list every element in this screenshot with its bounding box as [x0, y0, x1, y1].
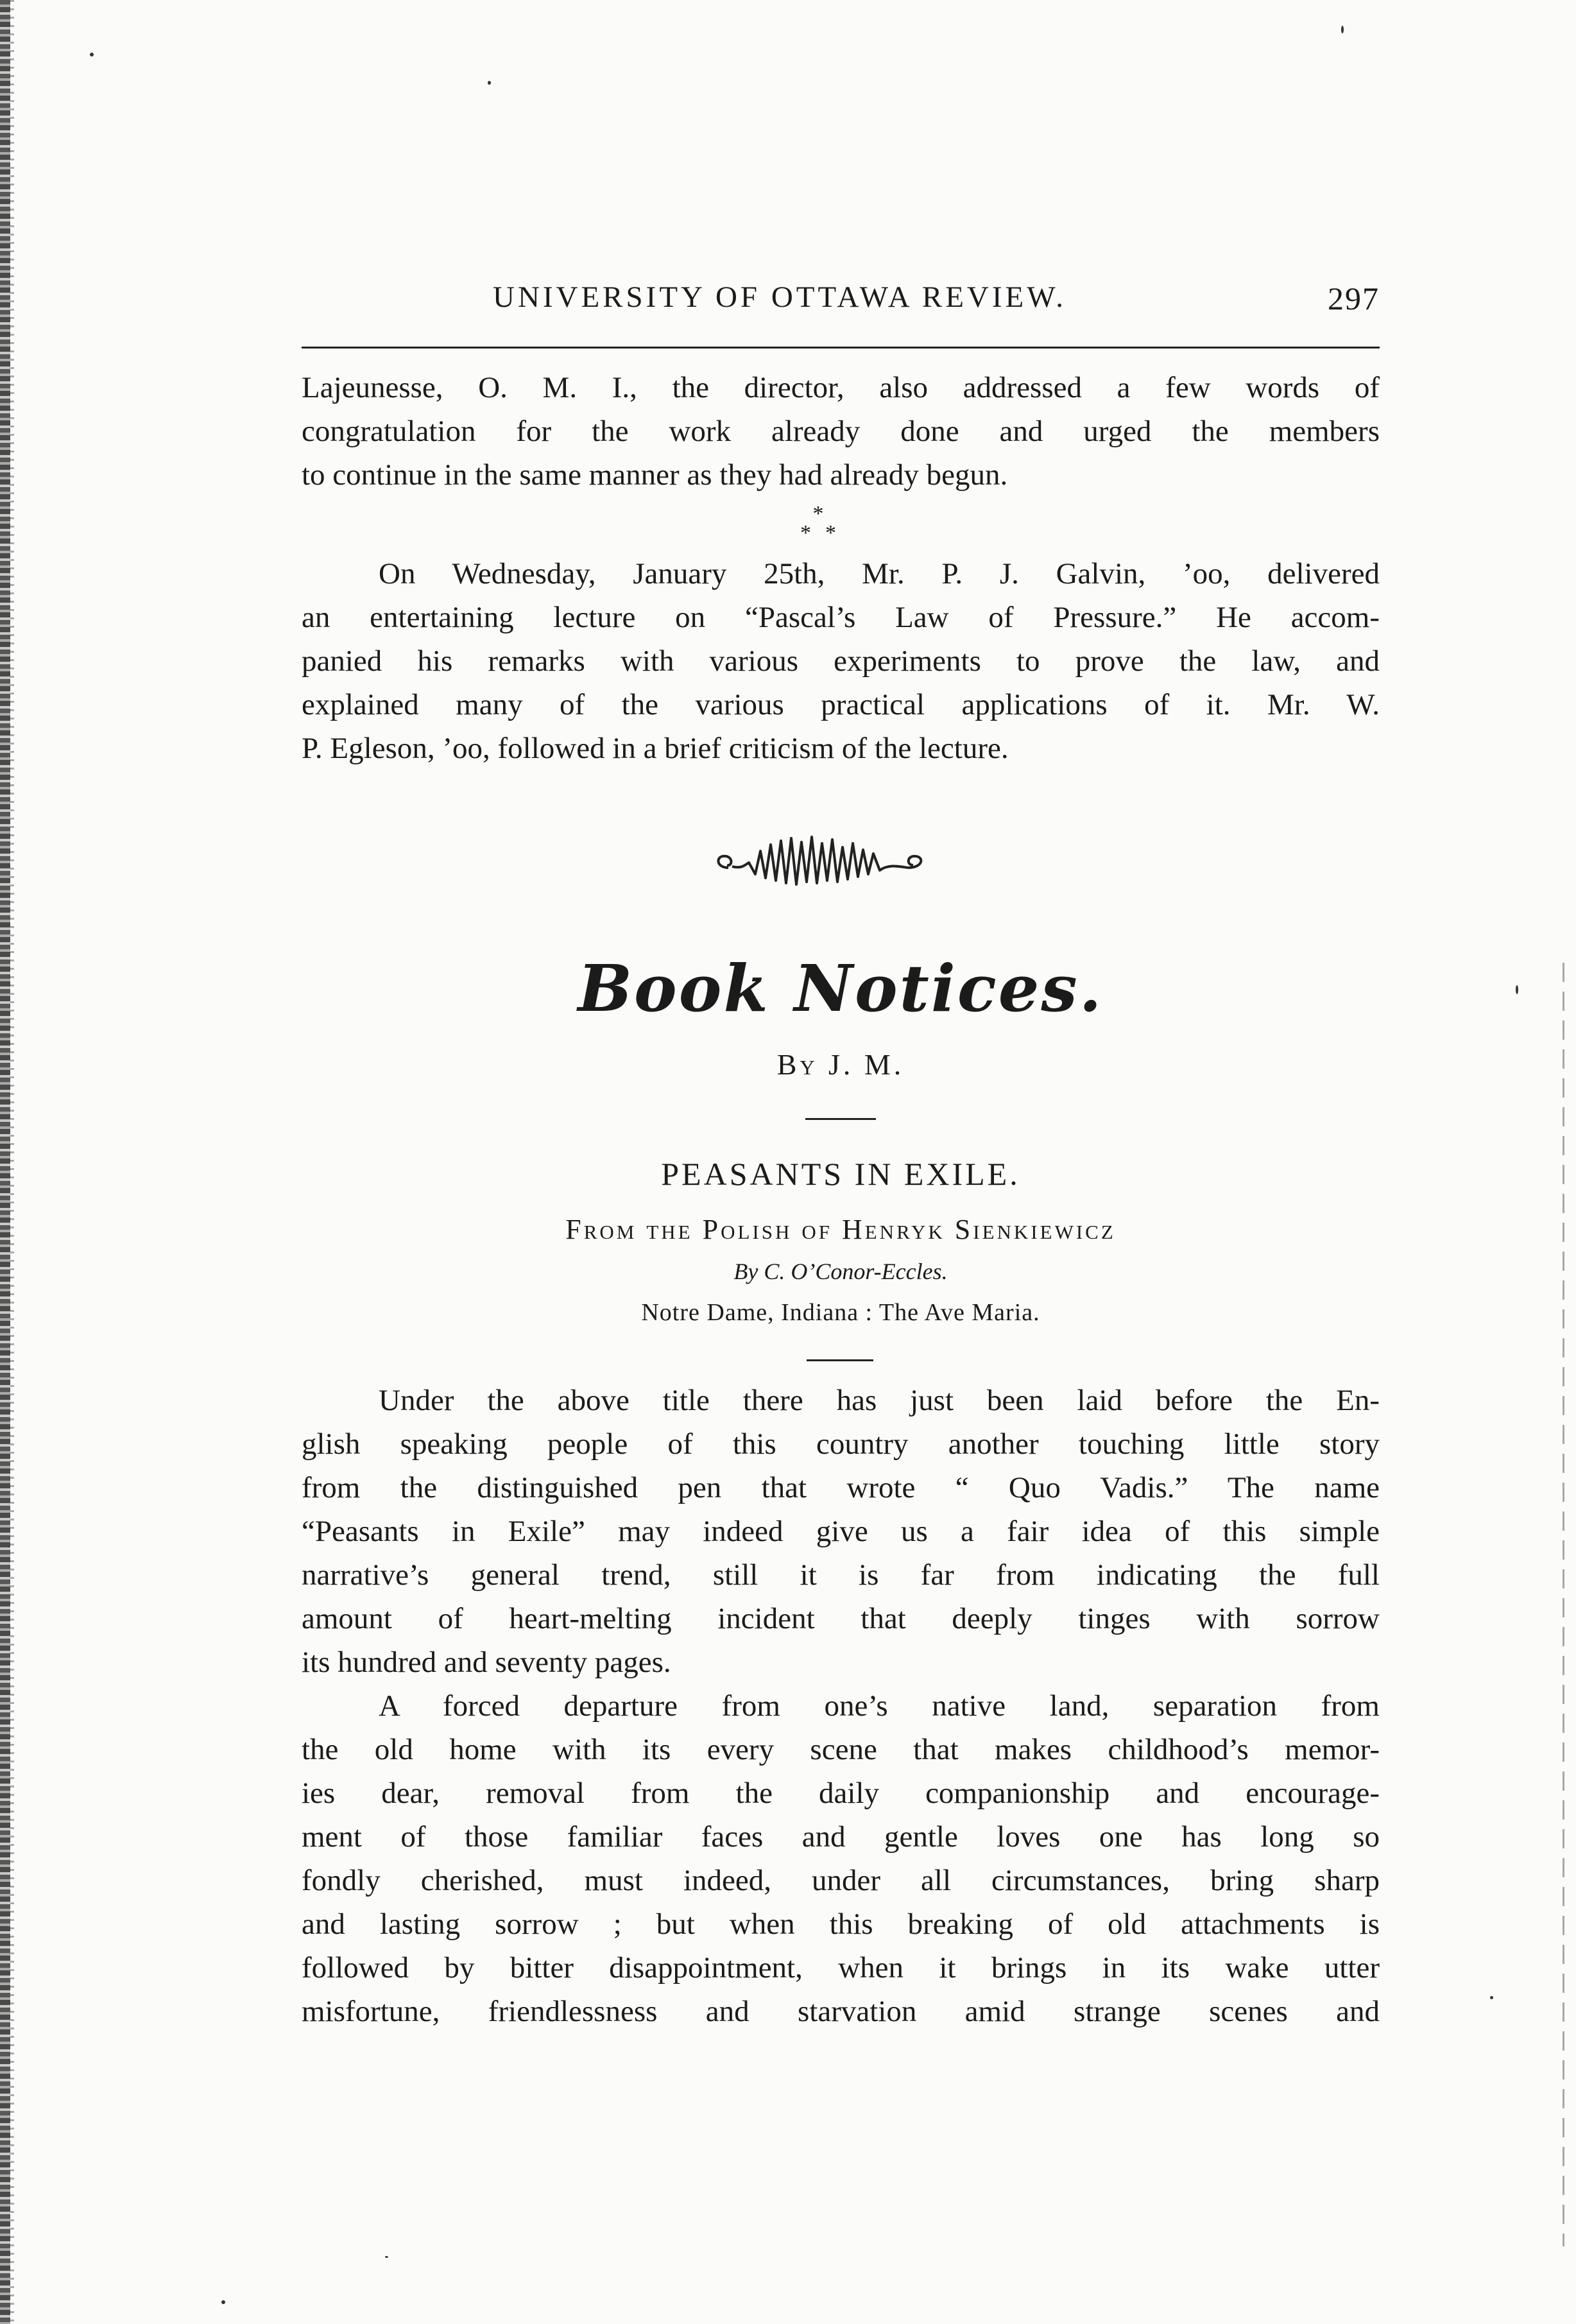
text-line: and lasting sorrow ; but when this breaking of old attachments is [302, 1907, 1380, 1941]
text-line: from the distinguished pen that wrote “ Quo Vadis.” The name [302, 1471, 1380, 1504]
author-byline: By J. M. [776, 1048, 905, 1081]
binding-edge-shadow [10, 0, 14, 2324]
page-number: 297 [1328, 280, 1380, 316]
text-line: the old home with its every scene that makes childhood’s memor- [302, 1733, 1380, 1766]
book-publisher: Notre Dame, Indiana : The Ave Maria. [641, 1299, 1040, 1326]
text-line: On Wednesday, January 25th, Mr. P. J. Galvin, ’oo, delivered [379, 557, 1380, 590]
section-title-book-notices: Book Notices. [578, 951, 1104, 1026]
review-paragraph [302, 1684, 1380, 2033]
print-speck [1516, 985, 1518, 994]
running-head: UNIVERSITY OF OTTAWA REVIEW. [493, 280, 1066, 314]
book-title: PEASANTS IN EXILE. [661, 1156, 1020, 1192]
text-line: followed by bitter disappointment, when it brings in its wake utter [302, 1951, 1380, 1984]
print-speck [488, 81, 491, 85]
print-speck [90, 53, 94, 56]
text-line: glish speaking people of this country another touching little story [302, 1427, 1380, 1461]
print-speck [1490, 1996, 1493, 1999]
text-line: Under the above title there has just been laid before the En- [379, 1384, 1380, 1417]
text-line: an entertaining lecture on “Pascal’s Law of Pressure.” He accom- [302, 601, 1380, 634]
book-source-line: From the Polish of Henryk Sienkiewicz [565, 1214, 1116, 1245]
text-line: to continue in the same manner as they had already begun. [302, 458, 1008, 492]
short-divider-rule [805, 1118, 876, 1120]
page-edge-right [1563, 963, 1564, 2246]
print-speck [221, 2300, 225, 2304]
text-line: congratulation for the work already done and urged the members [302, 415, 1380, 448]
text-line: narrative’s general trend, still it is far from indicating the full [302, 1558, 1380, 1592]
decorative-flourish-ornament [709, 828, 940, 899]
text-line: “Peasants in Exile” may indeed give us a fair idea of this simple [302, 1515, 1380, 1548]
binding-edge [0, 0, 10, 2324]
asterism-separator [783, 504, 853, 543]
text-line: ment of those familiar faces and gentle loves one has long so [302, 1820, 1380, 1854]
header-rule [302, 347, 1380, 349]
text-line: ies dear, removal from the daily companionship and encourage- [302, 1777, 1380, 1810]
text-line: Lajeunesse, O. M. I., the director, also addressed a few words of [302, 371, 1380, 404]
text-line: amount of heart-melting incident that deeply tinges with sorrow [302, 1602, 1380, 1635]
text-line: P. Egleson, ’oo, followed in a brief criticism of the lecture. [302, 732, 1009, 765]
asterism-top: * [812, 502, 824, 526]
paragraph-lecture-report [302, 552, 1380, 770]
print-speck [385, 2256, 388, 2258]
text-line: its hundred and seventy pages. [302, 1646, 671, 1679]
text-line: fondly cherished, must indeed, under all circumstances, bring sharp [302, 1864, 1380, 1897]
print-speck [1341, 26, 1344, 33]
review-paragraph [302, 1379, 1380, 1684]
text-line: explained many of the various practical applications of it. Mr. W. [302, 688, 1380, 721]
text-line: panied his remarks with various experiments to prove the law, and [302, 644, 1380, 678]
book-translator: By C. O’Conor-Eccles. [733, 1259, 948, 1284]
paragraph-club-report-end [302, 366, 1380, 497]
text-line: misfortune, friendlessness and starvation amid strange scenes and [302, 1995, 1380, 2028]
text-line: A forced departure from one’s native land, separation from [379, 1689, 1380, 1723]
short-divider-rule [807, 1359, 873, 1361]
page-header [302, 280, 1380, 331]
asterism-bottom: ** [800, 521, 850, 545]
